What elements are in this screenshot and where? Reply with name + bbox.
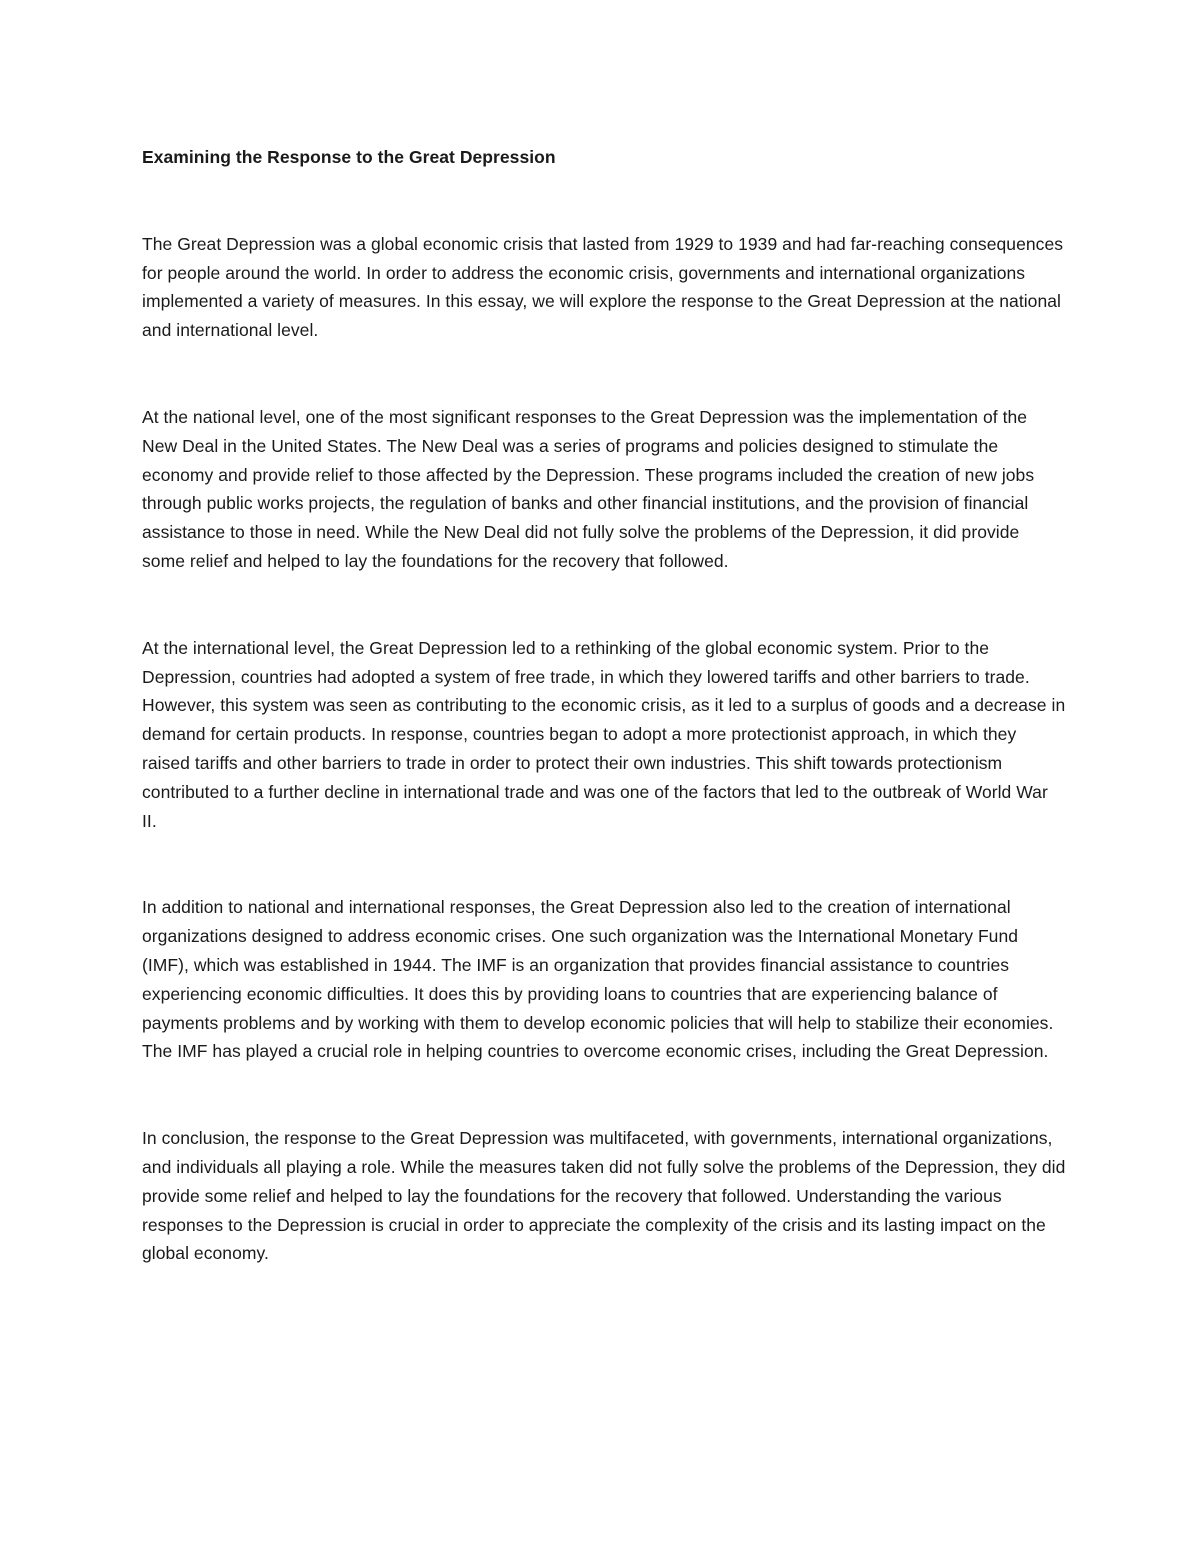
document-title: Examining the Response to the Great Depression [142, 147, 556, 167]
paragraph-international-organizations: In addition to national and international responses, the Great Depression also led to the creation of international organizations designed to address economic crises. One such organization was the International Monetary Fund (IMF), which was established in 1944. The IMF is an organization that provides financial assistance to countries experiencing economic difficulties. It does this by providing loans to countries that are experiencing balance of payments problems and by working with them to develop economic policies that will help to stabilize their economies. The IMF has played a crucial role in helping countries to overcome economic crises, including the Great Depression. [142, 897, 1054, 1062]
paragraph-introduction: The Great Depression was a global economic crisis that lasted from 1929 to 1939 and had far-reaching consequences for people around the world. In order to address the economic crisis, governments and international organizations implemented a variety of measures. In this essay, we will explore the response to the Great Depression at the national and international level. [142, 233, 1064, 341]
paragraph-international-level: At the international level, the Great Depression led to a rethinking of the global economic system. Prior to the Depression, countries had adopted a system of free trade, in which they lowered tariffs and other barriers to trade. However, this system was seen as contributing to the economic crisis, as it led to a surplus of goods and a decrease in demand for certain products. In response, countries began to adopt a more protectionist approach, in which they raised tariffs and other barriers to trade in order to protect their own industries. This shift towards protectionism contributed to a further decline in international trade and was one of the factors that led to the outbreak of World War II. [142, 637, 1066, 831]
paragraph-national-level: At the national level, one of the most significant responses to the Great Depression was the implementation of the New Deal in the United States. The New Deal was a series of programs and policies designed to stimulate the economy and provide relief to those affected by the Depression. These programs included the creation of new jobs through public works projects, the regulation of banks and other financial institutions, and the provision of financial assistance to those in need. While the New Deal did not fully solve the problems of the Depression, it did provide some relief and helped to lay the foundations for the recovery that followed. [142, 406, 1035, 571]
paragraph-conclusion: In conclusion, the response to the Great Depression was multifaceted, with governments, international organizations, and individuals all playing a role. While the measures taken did not fully solve the problems of the Depression, they did provide some relief and helped to lay the foundations for the recovery that followed. Understanding the various responses to the Depression is crucial in order to appreciate the complexity of the crisis and its lasting impact on the global economy. [142, 1128, 1066, 1264]
document-body [142, 143, 1067, 1326]
